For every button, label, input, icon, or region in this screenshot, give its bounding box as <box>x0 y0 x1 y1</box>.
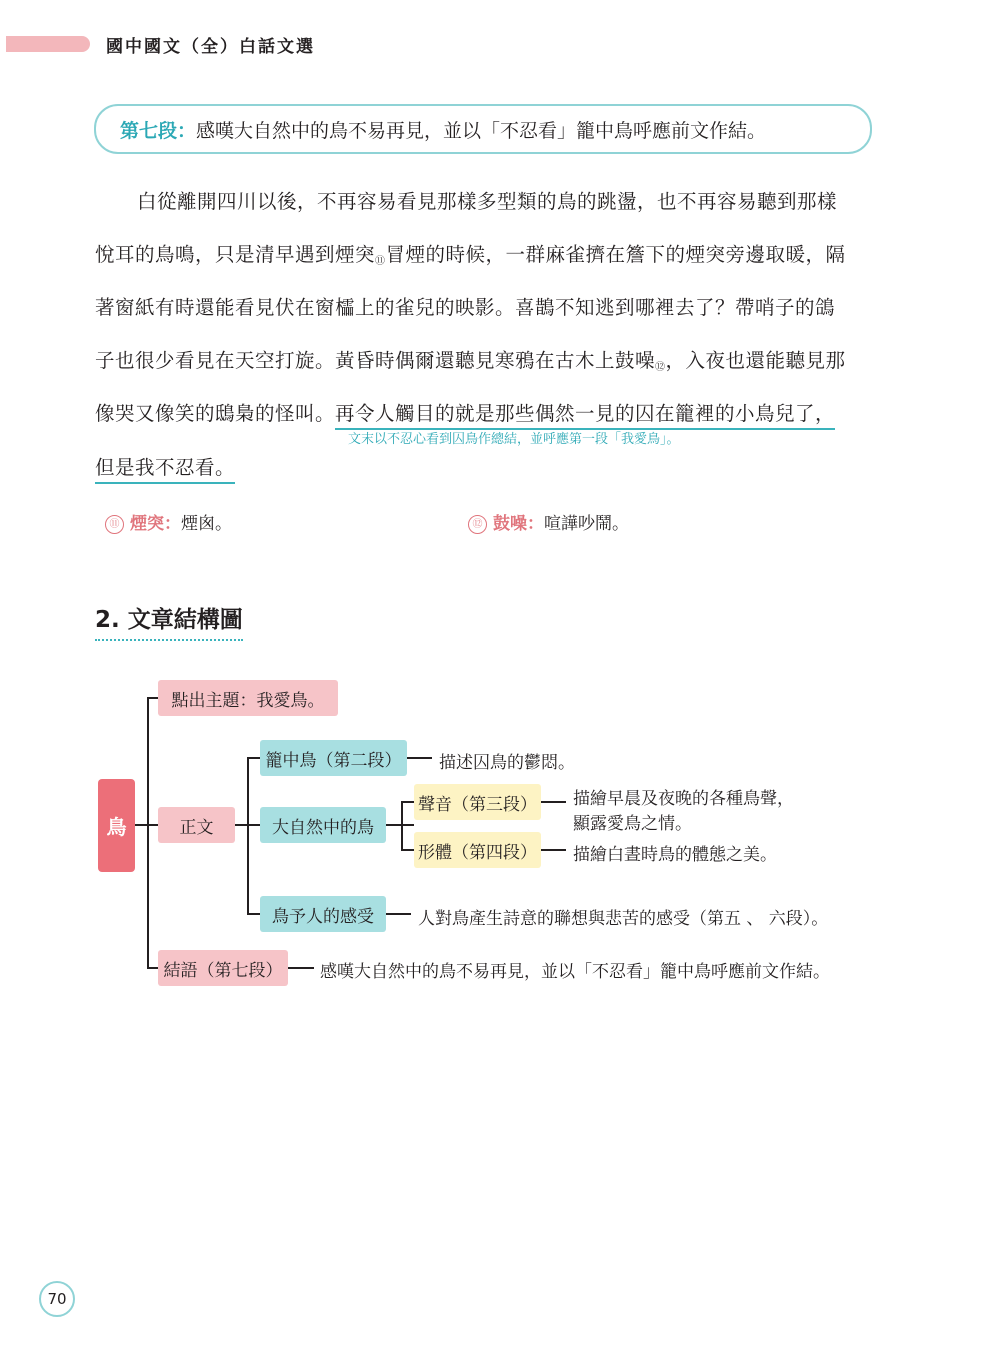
footnote-ref: ⑪ <box>375 256 386 267</box>
page-number: 70 <box>39 1281 75 1317</box>
intro-node: 點出主題：我愛鳥。 <box>158 680 338 716</box>
passage-text: ，入夜也還能聽見那 <box>665 349 846 372</box>
sound-description-line: 顯露愛鳥之情。 <box>573 814 692 834</box>
passage-text: 子也很少看見在天空打旋。黃昏時偶爾還聽見寒鴉在古木上鼓噪 <box>95 349 656 372</box>
underlined-text: 但是我不忍看。 <box>95 456 235 484</box>
footnote-ref: ⑫ <box>655 362 666 373</box>
form-description: 描繪白晝時鳥的體態之美。 <box>573 845 777 865</box>
passage-text: 悅耳的鳥鳴，只是清早遇到煙突 <box>95 243 376 266</box>
summary-label: 第七段： <box>120 119 197 142</box>
sound-description <box>573 784 794 834</box>
feeling-node: 鳥予人的感受 <box>260 896 386 932</box>
cage-bird-description: 描述囚鳥的鬱悶。 <box>439 753 575 773</box>
underlined-text: 再令人觸目的就是那些偶然一見的囚在籠裡的小鳥兒了， <box>335 402 835 430</box>
cage-bird-node: 籠中鳥（第二段） <box>260 740 407 776</box>
annotation-note: 文末以不忍心看到囚鳥作總結，並呼應第一段「我愛鳥」。 <box>348 432 680 447</box>
footnote-term: 煙突： <box>130 514 181 534</box>
footnote-definition: 煙囪。 <box>181 514 232 534</box>
conclusion-description: 感嘆大自然中的鳥不易再見，並以「不忍看」籠中鳥呼應前文作結。 <box>320 962 830 982</box>
section-heading: 2. 文章結構圖 <box>95 601 243 641</box>
summary-text: 感嘆大自然中的鳥不易再見，並以「不忍看」籠中鳥呼應前文作結。 <box>196 119 767 142</box>
footnote-number: ⑫ <box>468 515 487 534</box>
sound-node: 聲音（第三段） <box>414 784 541 820</box>
footnote-definition: 喧譁吵鬧。 <box>544 514 629 534</box>
passage-text: 白從離開四川以後，不再容易看見那樣多型類的鳥的跳盪，也不再容易聽到那樣 <box>137 190 838 213</box>
passage-text: 像哭又像笑的鴟梟的怪叫。 <box>95 402 336 425</box>
footnote-number: ⑪ <box>105 515 124 534</box>
feeling-description: 人對鳥產生詩意的聯想與悲苦的感受（第五 、 六段）。 <box>418 909 829 929</box>
passage-text: 冒煙的時候，一群麻雀擠在簷下的煙突旁邊取暖，隔 <box>385 243 846 266</box>
sound-description-line: 描繪早晨及夜晚的各種鳥聲， <box>573 789 794 809</box>
conclusion-node: 結語（第七段） <box>158 950 288 986</box>
footnote-term: 鼓噪： <box>493 514 544 534</box>
passage-text: 著窗紙有時還能看見伏在窗櫺上的雀兒的映影。喜鵲不知逃到哪裡去了？帶哨子的鴿 <box>95 296 836 319</box>
diagram-root-node: 鳥 <box>98 779 135 872</box>
body-node: 正文 <box>158 807 235 843</box>
book-title: 國中國文（全）白話文選 <box>106 37 315 57</box>
nature-bird-node: 大自然中的鳥 <box>260 807 386 843</box>
form-node: 形體（第四段） <box>414 832 541 868</box>
